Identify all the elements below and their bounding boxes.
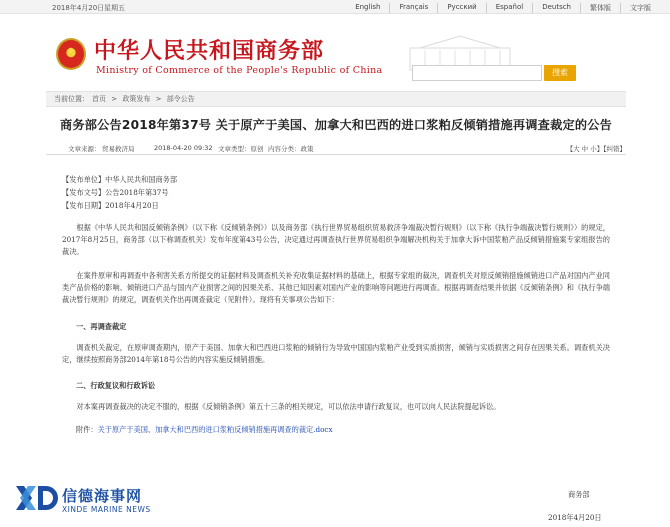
font-size-controls[interactable]: 【大 中 小】【纠错】 — [566, 145, 626, 153]
watermark-name-en: XINDE MARINE NEWS — [62, 505, 151, 514]
watermark-name-cn: 信德海事网 — [62, 487, 143, 505]
paragraph-intro: 根据《中华人民共和国反倾销条例》（以下称《反倾销条例》）以及商务部《执行世界贸易组织贸易救济争端裁决暂行规则》（以下称《执行争端裁决暂行规则》）的规定，2017年8月25日，商务部（以下称调查机关）发布年度第43号公告，决定通过再调查执行世界贸易组织争端解决机构关于加拿大诉中国浆粕产品反倾销措施案专家组报告的裁决。 — [62, 223, 610, 256]
breadcrumb-item-announcements[interactable]: 部令公告 — [166, 95, 195, 103]
publish-date-label: 【发布日期】2018年4月20日 — [62, 201, 159, 210]
lang-french-link[interactable]: Français — [389, 3, 437, 13]
site-name-en: Ministry of Commerce of the People's Republic of China — [96, 65, 383, 76]
meta-source-value: 贸易救济局 — [102, 145, 135, 153]
lang-russian-link[interactable]: Русский — [437, 3, 485, 13]
section-heading-review: 二、行政复议和行政诉讼 — [76, 381, 156, 390]
page-title: 商务部公告2018年第37号 关于原产于美国、加拿大和巴西的进口浆粕反倾销措施再调查裁定的公告 — [59, 118, 613, 132]
breadcrumb — [46, 91, 626, 107]
paragraph-investigation: 在案件原审和再调查中各利害关系方所提交的证据材料及调查机关补充收集证据材料的基础上，根据专家组的裁决，调查机关对原反倾销措施倾销进口产品对国内产业同类产品价格的影响、倾销进口产品与国内产业损害之间的因果关系、其他已知因素对国内产业的影响等问题进行再调查。根据再调查结果并依据《反倾销条例》和《执行争端裁决暂行规则》的规定，调查机关作出再调查裁定（见附件）。现将有关事项公告如下： — [62, 271, 610, 304]
doc-number-label: 【发布文号】公告2018年第37号 — [62, 188, 169, 197]
lang-german-link[interactable]: Deutsch — [532, 3, 580, 13]
search-button[interactable]: 搜索 — [544, 65, 576, 81]
breadcrumb-prefix: 当前位置： — [54, 95, 89, 103]
publisher-label: 【发布单位】中华人民共和国商务部 — [62, 175, 178, 184]
site-header — [0, 14, 670, 86]
section-heading-ruling: 一、再调查裁定 — [76, 322, 127, 331]
breadcrumb-separator: > — [111, 95, 118, 103]
national-emblem-icon — [56, 38, 86, 70]
meta-category: 内容分类：政策 — [268, 145, 314, 153]
current-weekday: 星期五 — [104, 4, 125, 12]
lang-english-link[interactable]: English — [355, 3, 381, 11]
breadcrumb-separator: > — [155, 95, 162, 103]
lang-spanish-link[interactable]: Español — [486, 3, 532, 13]
xinde-logo-icon — [14, 484, 58, 512]
site-name-cn[interactable]: 中华人民共和国商务部 — [94, 39, 325, 64]
language-menu — [346, 3, 660, 13]
lang-text-version-link[interactable]: 文字版 — [620, 3, 660, 13]
breadcrumb-item-policy[interactable]: 政策发布 — [122, 95, 151, 103]
signature-date: 2018年4月20日 — [548, 513, 602, 522]
current-date: 2018年4月20日 — [52, 4, 105, 12]
lang-traditional-link[interactable]: 繁体版 — [580, 3, 620, 13]
search-input[interactable] — [412, 65, 542, 81]
meta-type: 文章类型：原创 — [218, 145, 264, 153]
top-bar — [0, 0, 670, 14]
signature: 商务部 — [568, 490, 590, 499]
paragraph-review: 对本案再调查裁决的决定不服的，根据《反倾销条例》第五十三条的相关规定，可以依法申请行政复议，也可以向人民法院提起诉讼。 — [76, 402, 501, 411]
attachment-link[interactable]: 关于原产于美国、加拿大和巴西的进口浆粕反倾销措施再调查的裁定.docx — [97, 425, 333, 434]
attachment — [76, 424, 333, 436]
meta-time: 2018-04-20 09:32 — [154, 144, 213, 152]
article-meta — [46, 141, 626, 155]
breadcrumb-item-home[interactable]: 首页 — [92, 95, 106, 103]
paragraph-ruling: 调查机关裁定，在原审调查期内，原产于美国、加拿大和巴西进口浆粕的倾销行为导致中国国内浆粕产业受到实质损害，倾销与实质损害之间存在因果关系。调查机关决定，继续按照商务部2014年第18号公告的内容实施反倾销措施。 — [62, 343, 610, 364]
meta-source-label: 文章来源： — [68, 145, 101, 153]
attachment-label: 附件： — [76, 425, 98, 434]
